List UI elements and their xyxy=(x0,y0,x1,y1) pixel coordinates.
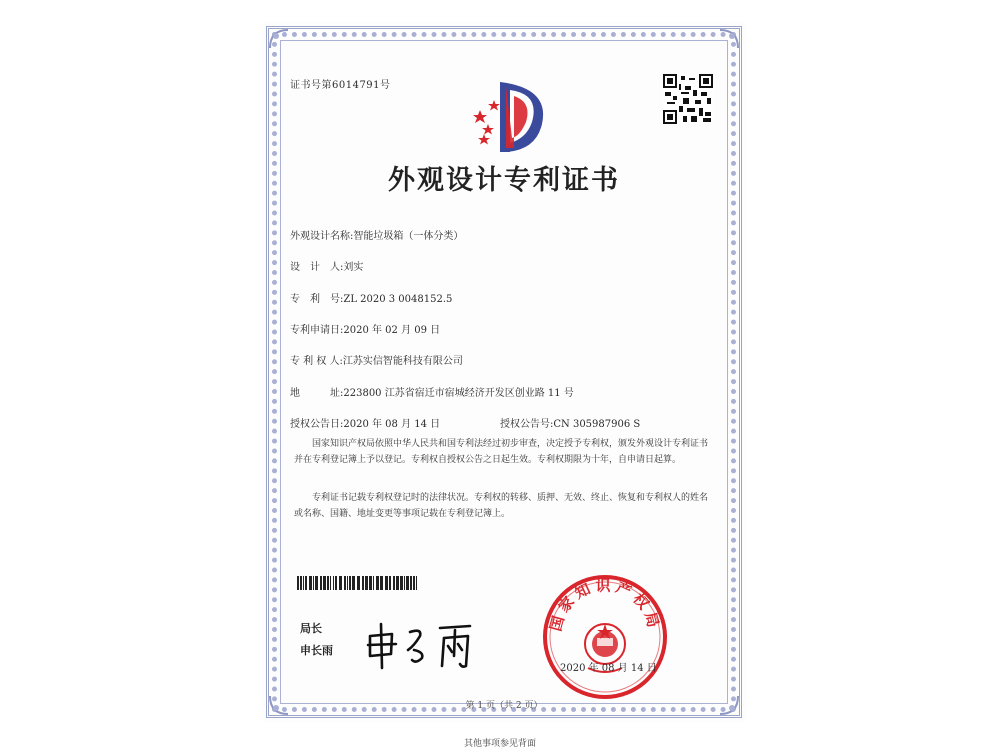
cnipa-logo-icon xyxy=(470,72,556,160)
grant-statement-paragraph: 国家知识产权局依照中华人民共和国专利法经过初步审查，决定授予专利权，颁发外观设计专利证书并在专利登记簿上予以登记。专利权自授权公告之日起生效。专利权期限为十年，自申请日起算。 xyxy=(294,439,709,465)
seal-date: 2020 年 08 月 14 日 xyxy=(560,663,657,674)
grant-number-row xyxy=(500,415,640,430)
qr-code-icon xyxy=(663,74,713,124)
director-signature-icon xyxy=(362,620,512,672)
official-seal-icon xyxy=(540,572,670,702)
director-name: 申长雨 xyxy=(300,644,333,657)
certificate-title: 外观设计专利证书 xyxy=(388,165,620,196)
field-value: 江苏实信智能科技有限公司 xyxy=(342,356,463,367)
field-value: 223800 江苏省宿迁市宿城经济开发区创业路 11 号 xyxy=(343,388,574,399)
corner-ornament-icon xyxy=(268,28,290,50)
field-label: 设 计 人: xyxy=(290,262,344,273)
field-value: CN 305987906 S xyxy=(553,419,641,430)
page-number: 第 1 页（共 2 页） xyxy=(465,701,543,711)
field-value: 刘实 xyxy=(343,262,364,273)
director-title: 局长 xyxy=(300,622,322,635)
designer-row xyxy=(290,258,363,273)
field-label: 地 址: xyxy=(290,388,344,399)
barcode-icon xyxy=(297,575,419,589)
field-value: 2020 年 08 月 14 日 xyxy=(343,419,441,430)
field-label: 外观设计名称: xyxy=(290,231,354,242)
field-value: ZL 2020 3 0048152.5 xyxy=(343,294,453,305)
patentee-row xyxy=(290,352,463,367)
field-label: 专 利 号: xyxy=(290,294,344,305)
field-value: 智能垃圾箱（一体分类） xyxy=(353,231,464,242)
seal-text: 国家知识产权局 xyxy=(546,576,664,634)
field-value: 2020 年 02 月 09 日 xyxy=(343,325,441,336)
field-label: 专利申请日: xyxy=(290,325,344,336)
certificate-page xyxy=(262,22,746,722)
field-label: 授权公告号: xyxy=(500,419,554,430)
application-date-row xyxy=(290,321,440,336)
patent-number-row xyxy=(290,290,452,305)
legal-status-paragraph: 专利证书记载专利权登记时的法律状况。专利权的转移、质押、无效、终止、恢复和专利权人的姓名或名称、国籍、地址变更等事项记载在专利登记簿上。 xyxy=(294,493,709,519)
field-label: 专 利 权 人: xyxy=(290,356,343,367)
footer-note: 其他事项参见背面 xyxy=(463,739,536,749)
design-name-row xyxy=(290,227,463,242)
grant-date-row xyxy=(290,415,440,430)
corner-ornament-icon xyxy=(718,28,740,50)
field-label: 授权公告日: xyxy=(290,419,344,430)
address-row xyxy=(290,384,574,399)
certificate-number: 证书号第6014791号 xyxy=(290,80,391,91)
